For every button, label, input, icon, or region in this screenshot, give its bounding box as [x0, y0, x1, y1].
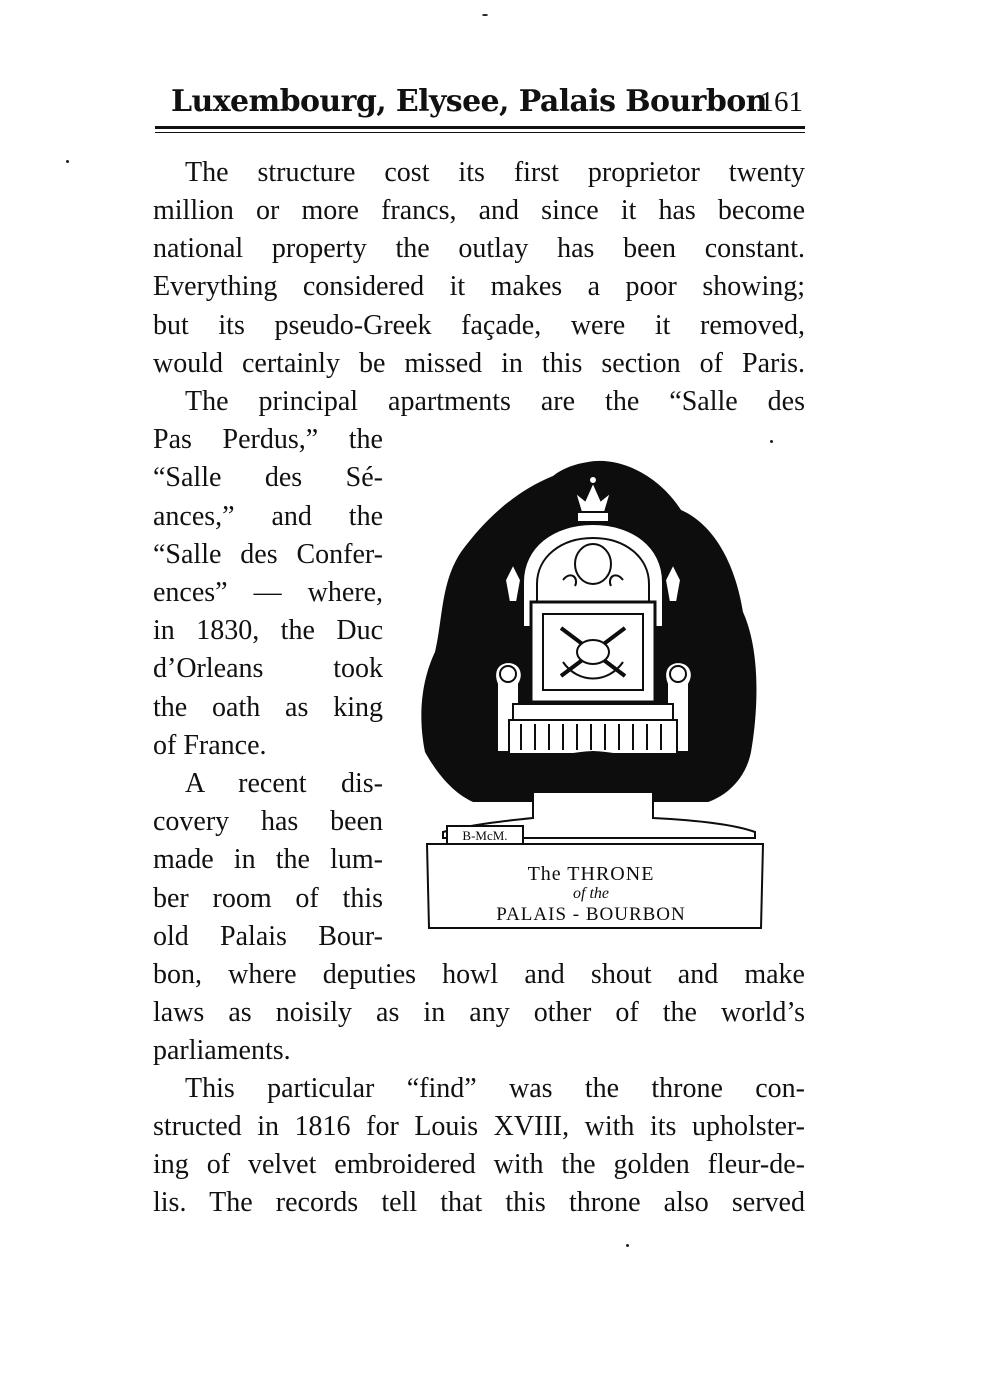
caption-line-3: PALAIS - BOURBON: [496, 904, 686, 925]
paragraph-2-line: “Salle des Sé-: [153, 462, 383, 493]
paragraph-3-line: covery has been: [153, 806, 383, 837]
print-speck: [482, 14, 488, 16]
paragraph-2-line: d’Orleans took: [153, 653, 383, 684]
running-head: [153, 84, 805, 124]
paragraph-2-line: The principal apartments are the “Salle des: [185, 386, 805, 417]
paragraph-2-line: the oath as king: [153, 692, 383, 723]
caption-line-2: of the: [573, 885, 609, 902]
throne-seat: [509, 704, 677, 754]
paragraph-3-line: bon, where deputies howl and shout and make: [153, 959, 805, 990]
paragraph-1-line: The structure cost its first proprietor twenty: [185, 157, 805, 188]
book-page: [153, 0, 805, 1380]
paragraph-2-line: ances,” and the: [153, 501, 383, 532]
artist-signature: B-McM.: [462, 828, 508, 843]
paragraph-4-line: This particular “find” was the throne con-: [185, 1073, 805, 1104]
print-speck: [626, 1244, 629, 1247]
paragraph-1-line: would certainly be missed in this section of Paris.: [153, 348, 805, 379]
paragraph-3-line: parliaments.: [153, 1035, 291, 1066]
paragraph-3-line: laws as noisily as in any other of the world’s: [153, 997, 805, 1028]
central-panel: [531, 602, 655, 702]
paragraph-4-line: ing of velvet embroidered with the golden fleur-de-: [153, 1149, 805, 1180]
caption-line-1: The THRONE: [527, 863, 655, 885]
paragraph-1-line: but its pseudo-Greek façade, were it removed,: [153, 310, 805, 341]
paragraph-3-line: made in the lum-: [153, 844, 383, 875]
running-title: Luxembourg, Elysee, Palais Bourbon: [171, 84, 767, 119]
paragraph-4-line: structed in 1816 for Louis XVIII, with its upholster-: [153, 1111, 805, 1142]
paragraph-4-line: lis. The records tell that this throne also served: [153, 1187, 805, 1218]
throne-illustration: [413, 452, 773, 942]
paragraph-2-line: “Salle des Confer-: [153, 539, 383, 570]
paragraph-2-line: in 1830, the Duc: [153, 615, 383, 646]
header-rule-thin: [155, 132, 805, 133]
paragraph-1-line: national property the outlay has been constant.: [153, 233, 805, 264]
page-number: 161: [759, 86, 803, 118]
paragraph-2-line: of France.: [153, 730, 267, 761]
paragraph-2-line: Pas Perdus,” the: [153, 424, 383, 455]
paragraph-3-line: A recent dis-: [185, 768, 383, 799]
paragraph-1-line: Everything considered it makes a poor showing;: [153, 271, 805, 302]
header-rule-thick: [155, 126, 805, 129]
paragraph-3-line: ber room of this: [153, 883, 383, 914]
paragraph-1-line: million or more francs, and since it has become: [153, 195, 805, 226]
paragraph-3-line: old Palais Bour-: [153, 921, 383, 952]
print-speck: [66, 160, 69, 163]
print-speck: [770, 440, 773, 443]
paragraph-2-line: ences” — where,: [153, 577, 383, 608]
